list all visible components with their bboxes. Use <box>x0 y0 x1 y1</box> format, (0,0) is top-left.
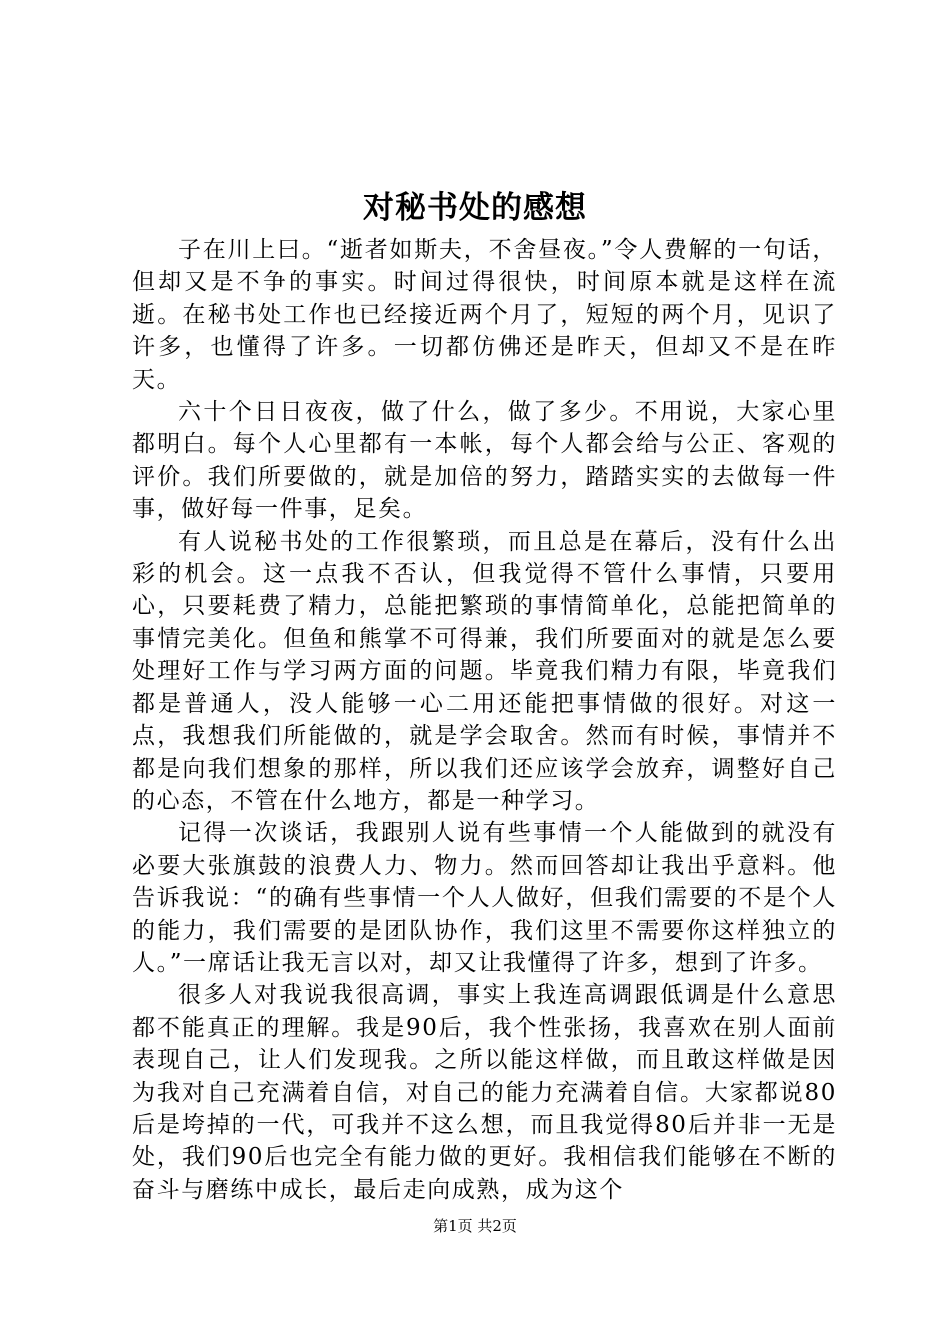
paragraph-4: 记得一次谈话，我跟别人说有些事情一个人能做到的就没有必要大张旗鼓的浪费人力、物力。然而回答却让我出乎意料。他告诉我说：“的确有些事情一个人人做好，但我们需要的不是个人的能力，我们需要的是团队协作，我们这里不需要你这样独立的人。”一席话让我无言以对，却又让我懂得了许多，想到了许多。 <box>132 820 837 976</box>
page-number-footer: 第1页 共2页 <box>433 1217 517 1235</box>
paragraph-5: 很多人对我说我很高调，事实上我连高调跟低调是什么意思都不能真正的理解。我是90后，我个性张扬，我喜欢在别人面前表现自己，让人们发现我。之所以能这样做，而且敢这样做是因为我对自己充满着自信，对自己的能力充满着自信。大家都说80后是垮掉的一代，可我并不这么想，而且我觉得80后并非一无是处，我们90后也完全有能力做的更好。我相信我们能够在不断的奋斗与磨练中成长，最后走向成熟，成为这个 <box>132 982 837 1203</box>
paragraph-3: 有人说秘书处的工作很繁琐，而且总是在幕后，没有什么出彩的机会。这一点我不否认，但我觉得不管什么事情，只要用心，只要耗费了精力，总能把繁琐的事情简单化，总能把简单的事情完美化。但鱼和熊掌不可得兼，我们所要面对的就是怎么要处理好工作与学习两方面的问题。毕竟我们精力有限，毕竟我们都是普通人，没人能够一心二用还能把事情做的很好。对这一点，我想我们所能做的，就是学会取舍。然而有时候，事情并不都是向我们想象的那样，所以我们还应该学会放弃，调整好自己的心态，不管在什么地方，都是一种学习。 <box>132 528 837 814</box>
document-body <box>132 234 837 1206</box>
paragraph-2: 六十个日日夜夜，做了什么，做了多少。不用说，大家心里都明白。每个人心里都有一本帐，每个人都会给与公正、客观的评价。我们所要做的，就是加倍的努力，踏踏实实的去做每一件事，做好每一件事，足矣。 <box>132 399 837 523</box>
document-title: 对秘书处的感想 <box>363 190 587 226</box>
paragraph-1: 子在川上曰。“逝者如斯夫，不舍昼夜。”令人费解的一句话，但却又是不争的事实。时间过得很快，时间原本就是这样在流逝。在秘书处工作也已经接近两个月了，短短的两个月，见识了许多，也懂得了许多。一切都仿佛还是昨天，但却又不是在昨天。 <box>132 237 837 393</box>
